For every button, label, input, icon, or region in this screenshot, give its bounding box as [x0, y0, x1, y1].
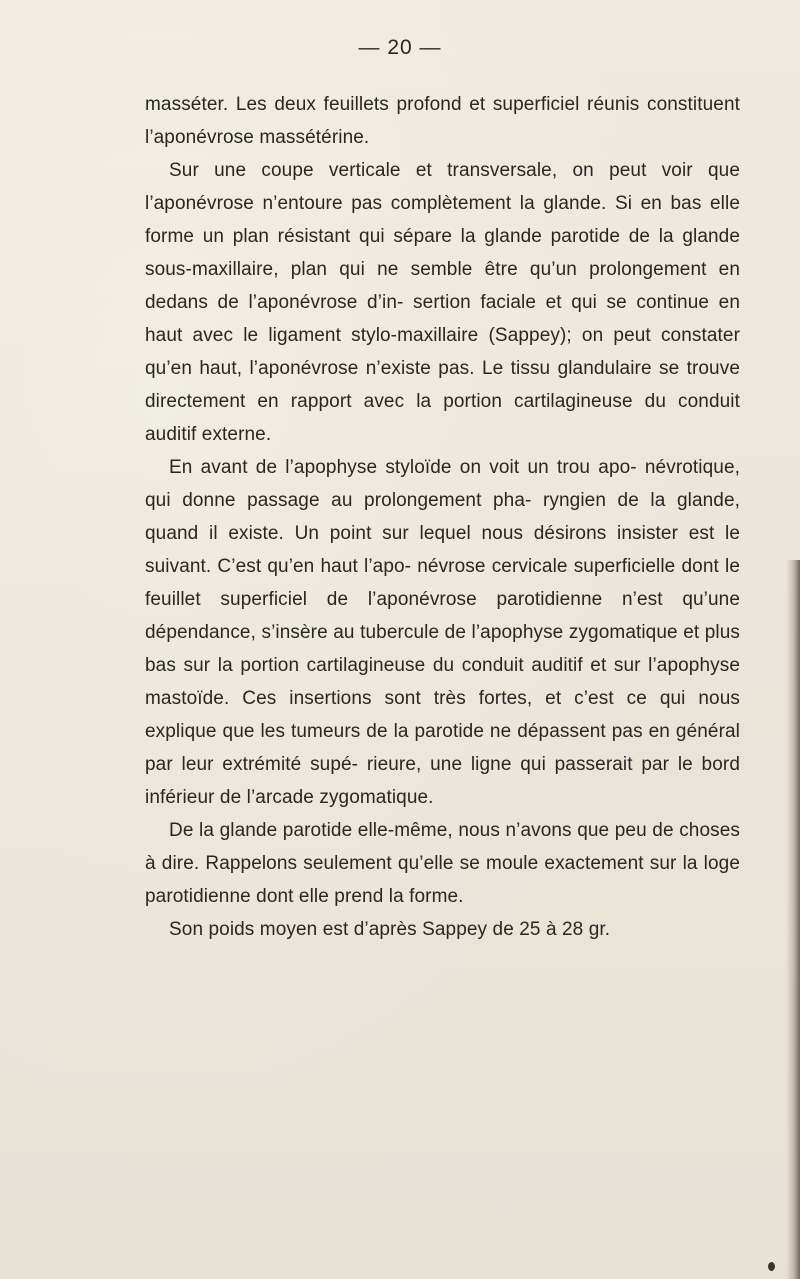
paragraph-4: De la glande parotide elle-même, nous n’avons que peu de choses à dire. Rappelons seulement qu’elle se moule exactement sur la loge parotidienne dont elle prend la forme.: [145, 820, 740, 907]
paragraph-1: masséter. Les deux feuillets profond et superficiel réunis constituent l’aponévrose massétérine.: [145, 94, 740, 148]
ink-speck: [768, 1262, 775, 1271]
page-number: — 20 —: [358, 36, 442, 59]
paragraph-3: En avant de l’apophyse styloïde on voit un trou apo- névrotique, qui donne passage au prolongement pha- ryngien de la glande, quand il existe. Un point sur lequel nous désirons insister est le suivant. C’est qu’en haut l’apo- névrose cervicale superficielle dont le feuillet superficiel de l’aponévrose parotidienne n’est qu’une dépendance, s’insère au tubercule de l’apophyse zygomatique et plus bas sur la portion cartilagineuse du conduit auditif et sur l’apophyse mastoïde. Ces insertions sont très fortes, et c’est ce qui nous explique que les tumeurs de la parotide ne dépassent pas en général par leur extrémité supé- rieure, une ligne qui passerait par le bord inférieur de l’arcade zygomatique.: [145, 457, 740, 808]
page-edge-shadow: [786, 560, 800, 1279]
body-text: [145, 88, 740, 946]
paragraph-5: Son poids moyen est d’après Sappey de 25 à 28 gr.: [169, 919, 611, 940]
paragraph-2: Sur une coupe verticale et transversale, on peut voir que l’aponévrose n’entoure pas complètement la glande. Si en bas elle forme un plan résistant qui sépare la glande parotide de la glande sous-maxillaire, plan qui ne semble être qu’un prolongement en dedans de l’aponévrose d’in- sertion faciale et qui se continue en haut avec le ligament stylo-maxillaire (Sappey); on peut constater qu’en haut, l’aponévrose n’existe pas. Le tissu glandulaire se trouve directement en rapport avec la portion cartilagineuse du conduit auditif externe.: [145, 160, 740, 445]
